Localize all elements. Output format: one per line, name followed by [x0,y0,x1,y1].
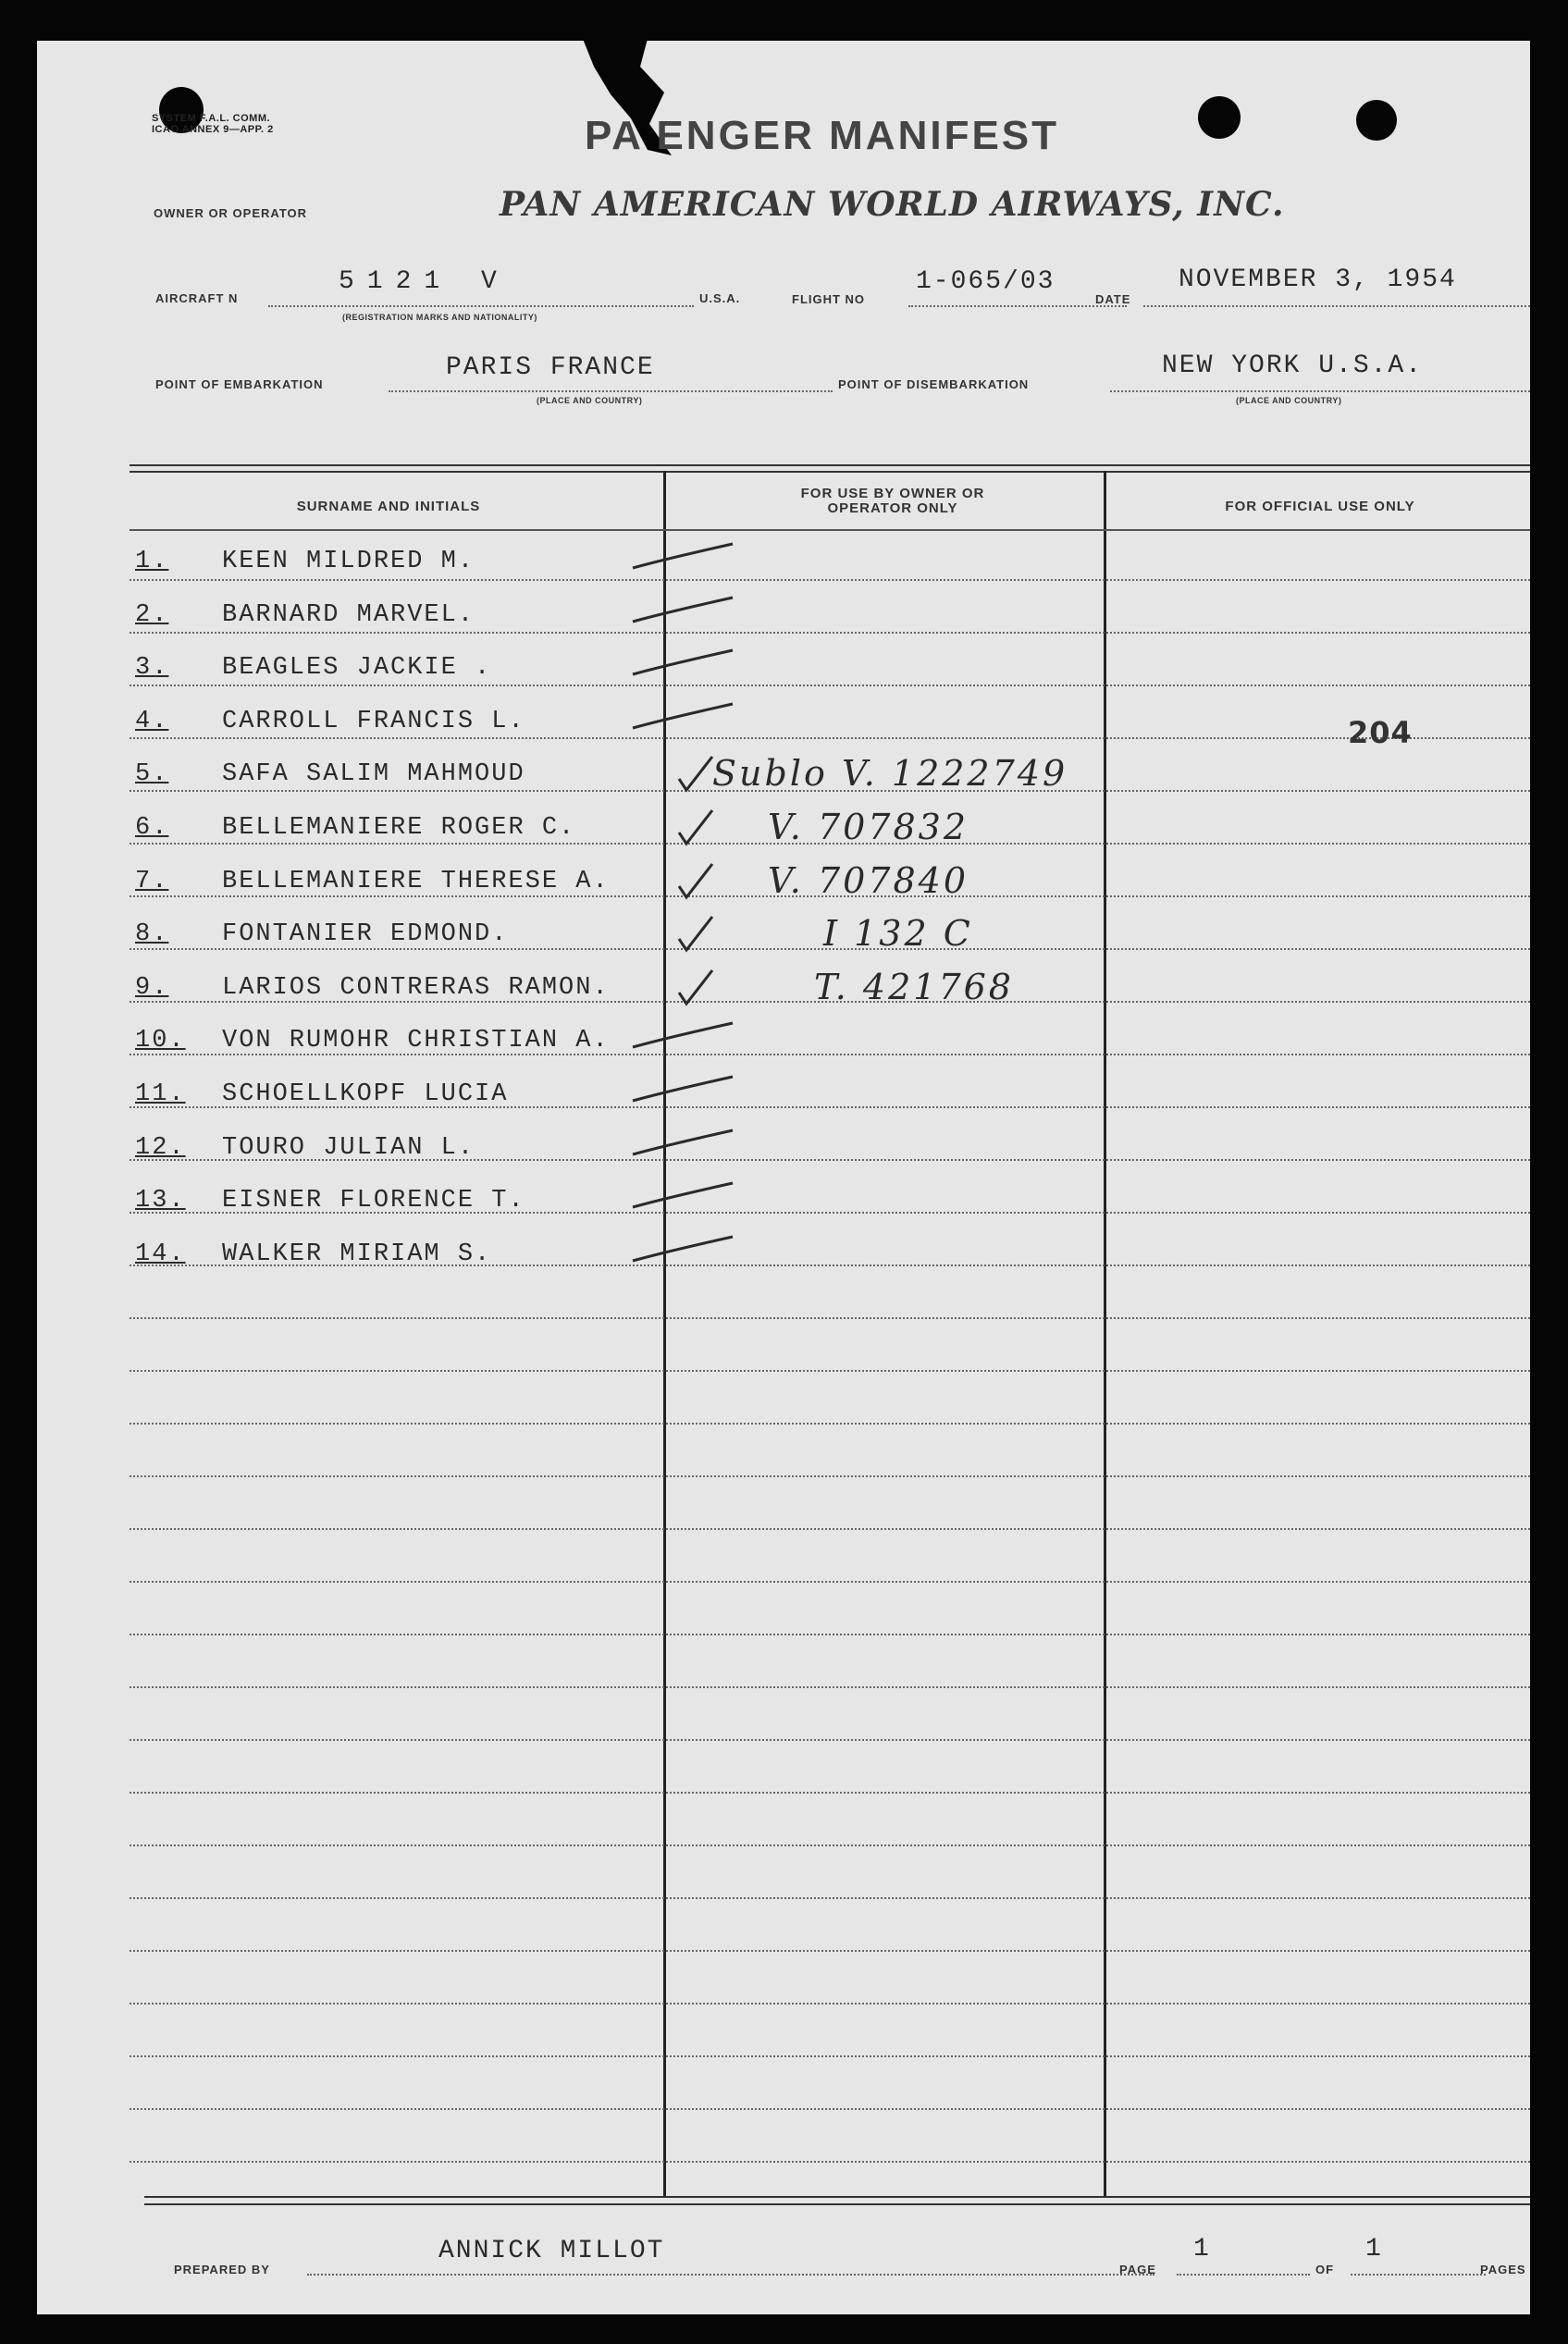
official-stamp: 204 [1348,715,1413,750]
col-header-owner: FOR USE BY OWNER OR OPERATOR ONLY [800,486,985,516]
disembarkation-label: POINT OF DISEMBARKATION [838,377,1030,391]
row-rule [130,1528,1530,1530]
visa-note: V. 707840 [768,859,969,901]
passenger-name: BEAGLES JACKIE . [222,654,492,683]
prepared-by-name: ANNICK MILLOT [438,2237,665,2265]
check-mark-icon [629,645,740,691]
disembarkation-caption: (PLACE AND COUNTRY) [1236,396,1342,405]
punch-hole-right-2 [1356,100,1397,141]
passenger-name: TOURO JULIAN L. [222,1133,475,1162]
passenger-name: BELLEMANIERE ROGER C. [222,814,576,842]
passenger-number: 7. [135,867,169,895]
passenger-number: 3. [135,654,169,683]
aircraft-line [268,305,694,307]
check-mark-icon [629,911,740,957]
usa-label: U.S.A. [699,291,741,305]
table-top-rule-1 [130,464,1530,466]
passenger-number: 6. [135,814,169,842]
page-label: PAGE [1119,2263,1156,2276]
operator-name: PAN AMERICAN WORLD AIRWAYS, INC. [500,185,1285,224]
passenger-number: 5. [135,760,169,789]
row-rule [130,1950,1530,1952]
col-header-official: FOR OFFICIAL USE ONLY [1225,499,1415,514]
row-rule [130,529,1530,531]
row-rule [130,1686,1530,1688]
row-rule [130,632,1530,634]
passenger-name: FONTANIER EDMOND. [222,920,509,949]
passenger-number: 2. [135,600,169,629]
passenger-name: BELLEMANIERE THERESE A. [222,867,610,895]
date-line [1143,305,1530,307]
check-mark-icon [629,1178,740,1224]
row-rule [130,579,1530,581]
check-mark-icon [629,1231,740,1277]
check-mark-icon [629,592,740,638]
check-mark-icon [629,1071,740,1117]
embarkation-caption: (PLACE AND COUNTRY) [537,396,643,405]
form-reference: SYSTEM F.A.L. COMM. ICAO ANNEX 9—APP. 2 [152,113,274,135]
check-mark-icon [629,1125,740,1171]
passenger-number: 11. [135,1080,186,1108]
embarkation-line [389,390,833,392]
check-mark-icon [629,698,740,745]
date-label: DATE [1095,292,1131,306]
punch-hole-right-1 [1198,96,1241,139]
table-top-rule-2 [130,471,1530,473]
passenger-name: LARIOS CONTRERAS RAMON. [222,973,610,1002]
passenger-name: SCHOELLKOPF LUCIA [222,1080,509,1108]
row-rule [130,1897,1530,1899]
manifest-sheet [37,41,1530,2314]
of-label: OF [1315,2263,1335,2276]
visa-note: I 132 C [823,913,973,955]
row-rule [130,2108,1530,2110]
passenger-name: SAFA SALIM MAHMOUD [222,760,525,789]
passenger-name: VON RUMOHR CHRISTIAN A. [222,1027,610,1055]
visa-note: V. 707832 [768,807,969,847]
passenger-name: KEEN MILDRED M. [222,548,475,575]
row-rule [130,1581,1530,1583]
check-mark-icon [629,965,740,1011]
row-rule [130,685,1530,686]
passenger-name: EISNER FLORENCE T. [222,1187,525,1215]
row-rule [130,2003,1530,2005]
row-rule [130,1792,1530,1794]
passenger-number: 12. [135,1133,186,1162]
page-number: 1 [1193,2235,1211,2264]
table-bottom-rule-1 [144,2196,1530,2198]
check-mark-icon [629,1018,740,1064]
row-rule [130,1475,1530,1477]
passenger-number: 1. [135,548,169,575]
row-rule [130,2055,1530,2057]
registration-caption: (REGISTRATION MARKS AND NATIONALITY) [342,313,537,322]
prepared-by-line [307,2274,1154,2276]
passenger-number: 13. [135,1187,186,1215]
visa-note: T. 421768 [814,966,1014,1007]
page-title: PA ENGER MANIFEST [585,113,1060,158]
owner-label: OWNER OR OPERATOR [154,206,308,220]
of-line [1351,2274,1486,2276]
column-separator-2 [1104,471,1106,2196]
check-mark-icon [629,858,740,905]
aircraft-label: AIRCRAFT N [155,291,239,305]
flight-date: NOVEMBER 3, 1954 [1179,265,1457,294]
disembarkation-place: NEW YORK U.S.A. [1162,352,1424,380]
row-rule [130,1844,1530,1846]
flight-label: FLIGHT NO [792,292,866,306]
row-rule [130,1739,1530,1741]
prepared-by-label: PREPARED BY [174,2263,270,2276]
row-rule [130,1317,1530,1319]
passenger-name: BARNARD MARVEL. [222,600,475,629]
page-line [1177,2274,1310,2276]
flight-line [908,305,1127,307]
table-bottom-rule-2 [144,2203,1530,2205]
embarkation-label: POINT OF EMBARKATION [155,377,324,391]
aircraft-registration: 5121 V [339,267,510,296]
row-rule [130,2161,1530,2163]
row-rule [130,1423,1530,1425]
disembarkation-line [1110,390,1530,392]
passenger-number: 8. [135,920,169,949]
check-mark-icon [629,538,740,585]
passenger-number: 10. [135,1027,186,1055]
visa-note: Sublo V. 1222749 [712,753,1068,795]
passenger-number: 14. [135,1240,186,1268]
flight-number: 1-065/03 [916,267,1056,296]
pages-label: PAGES [1480,2263,1526,2276]
row-rule [130,1634,1530,1635]
passenger-name: WALKER MIRIAM S. [222,1240,492,1268]
check-mark-icon [629,805,740,851]
passenger-number: 9. [135,973,169,1002]
embarkation-place: PARIS FRANCE [446,353,655,382]
passenger-number: 4. [135,707,169,735]
row-rule [130,737,1530,739]
passenger-name: CARROLL FRANCIS L. [222,707,525,735]
row-rule [130,1370,1530,1372]
col-header-surname: SURNAME AND INITIALS [296,499,481,514]
page-total: 1 [1365,2235,1383,2264]
